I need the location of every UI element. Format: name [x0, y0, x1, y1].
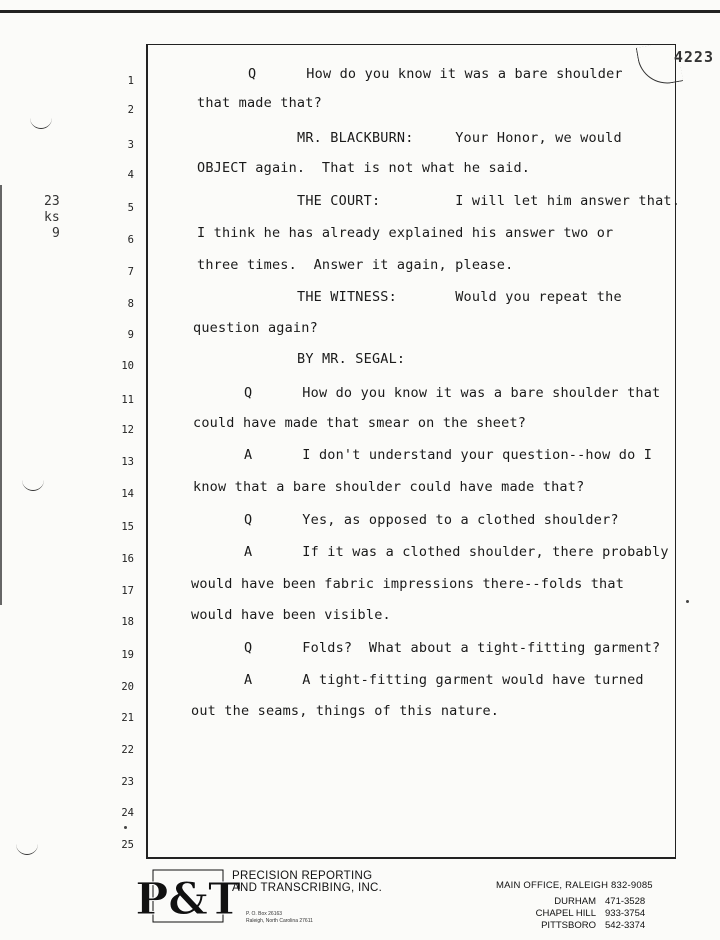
margin-mark: [30, 118, 52, 129]
line-number: 11: [121, 394, 134, 406]
line-number: 1: [127, 75, 134, 87]
line-number: 21: [121, 712, 134, 724]
transcript-line: Q Yes, as opposed to a clothed shoulder?: [244, 512, 619, 528]
transcript-line: A A tight-fitting garment would have turned: [244, 672, 644, 688]
transcript-line: would have been fabric impressions there--folds that: [191, 576, 625, 592]
transcript-line: would have been visible.: [191, 607, 391, 623]
office-city: PITTSBORO: [541, 920, 596, 931]
speck: [124, 826, 127, 829]
speck: [686, 600, 689, 603]
margin-note-line: 23: [44, 194, 60, 209]
transcript-line: three times. Answer it again, please.: [197, 257, 514, 273]
line-number: 5: [127, 202, 134, 214]
firm-address: [246, 911, 313, 925]
transcript-line: MR. BLACKBURN: Your Honor, we would: [297, 130, 622, 146]
transcript-line: Q How do you know it was a bare shoulder that: [244, 385, 661, 401]
left-margin-rule: [0, 185, 2, 605]
top-rule: [0, 10, 720, 13]
firm-name: [232, 870, 382, 894]
office-phone: 471-3528: [605, 896, 646, 907]
logo-text: P&T: [135, 874, 241, 925]
line-number: 7: [127, 266, 134, 278]
transcript-line: Q Folds? What about a tight-fitting garment?: [244, 640, 661, 656]
line-number: 2: [127, 104, 134, 116]
transcript-line: BY MR. SEGAL:: [297, 351, 406, 367]
line-number: 14: [121, 488, 134, 500]
line-number: 25: [121, 839, 134, 851]
firm-name-line2: AND TRANSCRIBING, INC.: [232, 882, 383, 894]
line-number: 3: [127, 139, 134, 151]
firm-name-line1: PRECISION REPORTING: [232, 870, 373, 882]
line-number: 19: [121, 649, 134, 661]
office-city: DURHAM: [554, 896, 596, 907]
transcript-line: could have made that smear on the sheet?: [193, 415, 527, 431]
transcript-line: I think he has already explained his answer two or: [197, 225, 614, 241]
transcript-line: Q How do you know it was a bare shoulder: [248, 66, 623, 82]
line-number: 8: [127, 298, 134, 310]
transcript-line: out the seams, things of this nature.: [191, 703, 500, 719]
margin-mark: [22, 480, 44, 491]
line-number: 24: [121, 807, 134, 819]
office-city: CHAPEL HILL: [535, 908, 596, 919]
line-number: 6: [127, 234, 134, 246]
transcript-line: A I don't understand your question--how do I: [244, 447, 653, 463]
address-line2: Raleigh, North Carolina 27611: [246, 918, 313, 924]
line-number: 9: [127, 329, 134, 341]
transcript-line: that made that?: [197, 95, 322, 111]
company-logo: [135, 868, 241, 925]
line-number: 22: [121, 744, 134, 756]
margin-note: [44, 194, 60, 242]
transcript-line: OBJECT again. That is not what he said.: [197, 160, 531, 176]
line-number: 13: [121, 456, 134, 468]
margin-note-line: ks: [44, 210, 60, 225]
transcript-line: know that a bare shoulder could have made that?: [193, 479, 585, 495]
page-number: 4223: [673, 48, 714, 66]
line-number: 17: [121, 585, 134, 597]
office-phone: 542-3374: [605, 920, 646, 931]
address-line1: P. O. Box 26163: [246, 911, 283, 917]
transcript-line: THE WITNESS: Would you repeat the: [297, 289, 622, 305]
line-number: 10: [121, 360, 134, 372]
line-number: 4: [127, 169, 134, 181]
line-number: 18: [121, 616, 134, 628]
transcript-line: question again?: [193, 320, 318, 336]
line-number: 23: [121, 776, 134, 788]
line-number: 20: [121, 681, 134, 693]
transcript-line: THE COURT: I will let him answer that.: [297, 193, 681, 209]
margin-note-line: 9: [52, 226, 60, 241]
line-number: 16: [121, 553, 134, 565]
main-office: MAIN OFFICE, RALEIGH 832-9085: [496, 880, 653, 891]
line-number: 12: [121, 424, 134, 436]
margin-mark: [16, 844, 38, 855]
transcript-line: A If it was a clothed shoulder, there probably: [244, 544, 669, 560]
line-number: 15: [121, 521, 134, 533]
office-phone: 933-3754: [605, 908, 646, 919]
